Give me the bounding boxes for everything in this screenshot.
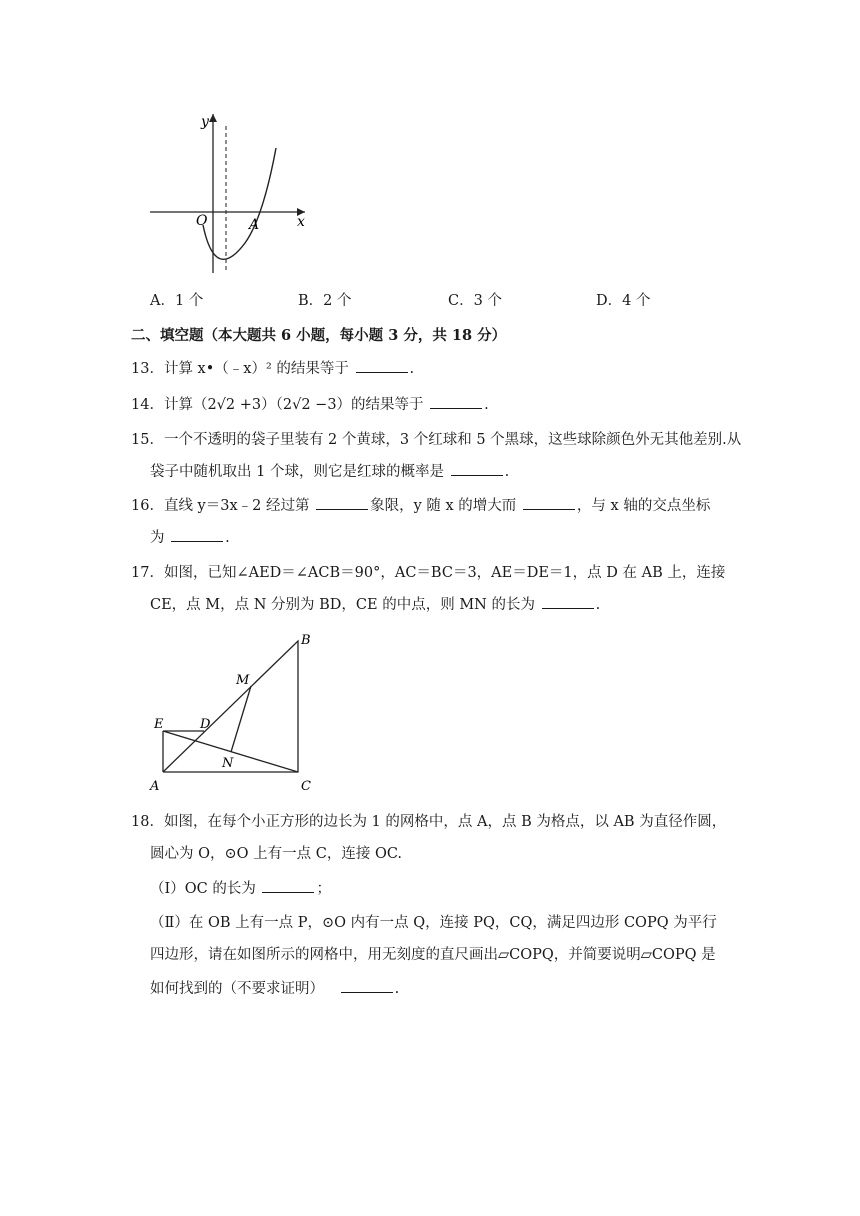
choice-b-letter: B． — [298, 293, 324, 309]
label-a: A — [150, 779, 160, 794]
q17-end: . — [595, 597, 601, 613]
choice-a-text: 1 个 — [174, 293, 204, 309]
q15-answer-blank[interactable] — [451, 463, 503, 476]
q13-number: 13． — [131, 361, 164, 377]
origin-label: O — [196, 213, 208, 229]
question-16-line-2 — [150, 528, 230, 548]
q16-line-2-text: 为 — [150, 530, 165, 546]
choice-c[interactable] — [448, 291, 502, 311]
q13-end: . — [409, 361, 415, 377]
q16-end: . — [225, 530, 230, 546]
q15-end: . — [504, 464, 510, 480]
q18-part-1-end: ； — [316, 881, 331, 897]
choice-a-letter: A． — [150, 293, 175, 309]
q18-part-2-answer-blank[interactable] — [341, 980, 393, 993]
choice-a[interactable] — [150, 291, 203, 311]
q15-line-2-text: 袋子中随机取出 1 个球，则它是红球的概率是 — [150, 464, 444, 480]
choice-c-text: 3 个 — [473, 293, 502, 309]
x-axis-label: x — [297, 214, 305, 230]
choice-c-letter: C． — [448, 293, 474, 309]
label-n: N — [222, 756, 234, 771]
label-b: B — [301, 633, 311, 648]
q17-number: 17． — [131, 565, 164, 581]
choice-d[interactable] — [596, 291, 650, 311]
q18-part-1-answer-blank[interactable] — [262, 880, 314, 893]
q14-text: 计算（2√2 +3）（2√2 −3）的结果等于 — [163, 397, 424, 413]
choice-d-letter: D． — [596, 293, 623, 309]
q17-answer-blank[interactable] — [542, 596, 594, 609]
q16-answer-blank-2[interactable] — [523, 497, 575, 510]
question-18-line-1 — [131, 812, 726, 832]
question-16-line-1 — [131, 496, 710, 516]
q13-answer-blank[interactable] — [356, 360, 408, 373]
label-m: M — [236, 673, 250, 688]
question-17-line-2 — [150, 595, 600, 615]
question-18-part-2-line-2 — [150, 945, 716, 965]
q17-line-1-text: 如图，已知∠AED＝∠ACB＝90°，AC＝BC＝3，AE＝DE＝1，点 D 在 AB 上，连接 — [163, 565, 726, 581]
question-15-line-2 — [150, 462, 509, 482]
q18-line-2-text: 圆心为 O，⊙O 上有一点 C，连接 OC. — [150, 846, 403, 862]
question-15-line-1 — [131, 430, 741, 450]
question-18-part-2-line-1 — [150, 913, 717, 933]
question-18-part-1 — [150, 879, 331, 899]
q18-part-2-line-2-text: 四边形，请在如图所示的网格中，用无刻度的直尺画出▱COPQ，并简要说明▱COPQ 是 — [150, 947, 716, 963]
q16-number: 16． — [131, 498, 164, 514]
point-a-label: A — [249, 217, 260, 233]
q16-text-b: 象限，y 随 x 的增大而 — [370, 498, 517, 514]
q18-part-2-line-1-text: （Ⅱ）在 OB 上有一点 P，⊙O 内有一点 Q，连接 PQ，CQ，满足四边形 COPQ 为平行 — [150, 915, 717, 931]
q16-answer-blank-3[interactable] — [171, 529, 223, 542]
label-d: D — [200, 717, 211, 732]
q18-number: 18． — [131, 814, 164, 830]
choice-d-text: 4 个 — [622, 293, 651, 309]
choice-b[interactable] — [298, 291, 352, 311]
q14-end: . — [484, 397, 489, 413]
q15-number: 15． — [131, 432, 164, 448]
q18-end: . — [394, 981, 400, 997]
question-17-line-1 — [131, 563, 725, 583]
parabola-graph — [145, 108, 315, 278]
label-e: E — [154, 717, 164, 732]
q13-text: 计算 x•（﹣x）² 的结果等于 — [163, 361, 349, 377]
q16-answer-blank-1[interactable] — [316, 497, 368, 510]
q17-line-2-text: CE，点 M，点 N 分别为 BD，CE 的中点，则 MN 的长为 — [150, 597, 535, 613]
question-14 — [131, 395, 489, 415]
q14-answer-blank[interactable] — [430, 396, 482, 409]
q18-part-2-line-3-text: 如何找到的（不要求证明） — [150, 981, 324, 997]
q18-part-1-text: （Ⅰ）OC 的长为 — [150, 881, 256, 897]
question-18-line-2 — [150, 844, 402, 864]
question-13 — [131, 359, 414, 379]
q18-line-1-text: 如图，在每个小正方形的边长为 1 的网格中，点 A，点 B 为格点，以 AB 为直径作圆， — [163, 814, 727, 830]
label-c: C — [301, 779, 311, 794]
question-18-part-2-line-3 — [150, 979, 399, 999]
choice-b-text: 2 个 — [323, 293, 352, 309]
triangle-figure — [140, 630, 325, 795]
section-heading: 二、填空题（本大题共 6 小题，每小题 3 分，共 18 分） — [131, 327, 507, 344]
q14-number: 14． — [131, 397, 164, 413]
q16-text-a: 直线 y＝3x﹣2 经过第 — [163, 498, 310, 514]
q15-line-1-text: 一个不透明的袋子里装有 2 个黄球，3 个红球和 5 个黑球，这些球除颜色外无其他差别.从 — [163, 432, 742, 448]
q16-text-c: ，与 x 轴的交点坐标 — [576, 498, 711, 514]
y-axis-label: y — [201, 114, 209, 130]
